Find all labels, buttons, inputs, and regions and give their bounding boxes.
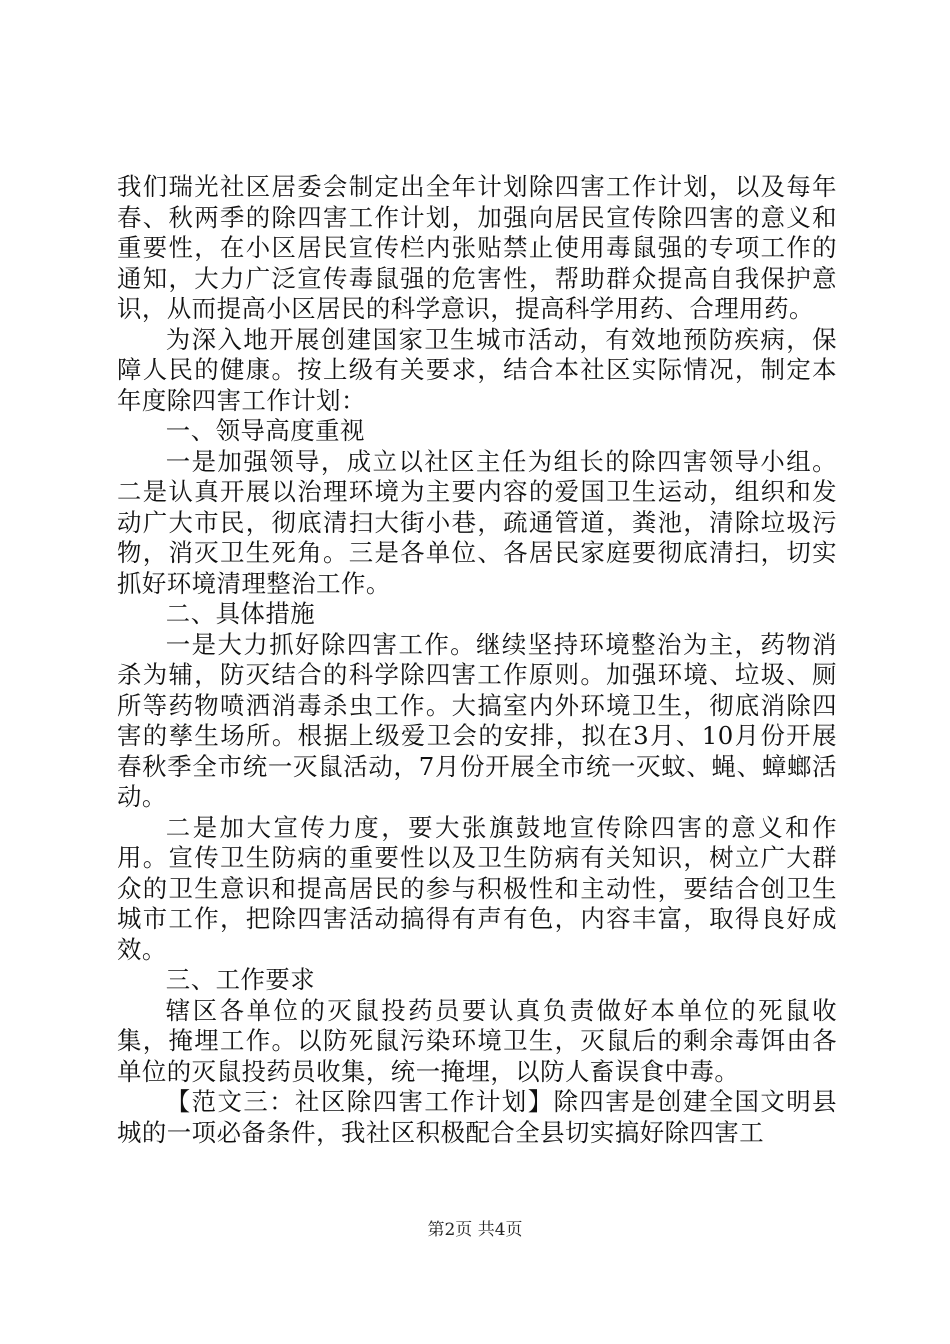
paragraph-intro: 我们瑞光社区居委会制定出全年计划除四害工作计划，以及每年春、秋两季的除四害工作计划，加强向居民宣传除四害的意义和重要性，在小区居民宣传栏内张贴禁止使用毒鼠强的专项工作的通知，大力广泛宣传毒鼠强的危害性，帮助群众提高自我保护意识，从而提高小区居民的科学意识，提高科学用药、合理用药。 [117, 172, 837, 323]
section-heading-1: 一、领导高度重视 [165, 416, 365, 445]
paragraph-sample-three: 【范文三：社区除四害工作计划】除四害是创建全国文明县城的一项必备条件，我社区积极配合全县切实搞好除四害工 [117, 1087, 837, 1147]
page-number-footer: 第2页 共4页 [427, 1220, 523, 1240]
paragraph-measures-2: 二是加大宣传力度，要大张旗鼓地宣传除四害的意义和作用。宣传卫生防病的重要性以及卫生防病有关知识，树立广大群众的卫生意识和提高居民的参与积极性和主动性，要结合创卫生城市工作，把除四害活动搞得有声有色，内容丰富，取得良好成效。 [117, 812, 837, 964]
section-heading-3: 三、工作要求 [165, 965, 316, 994]
paragraph-leadership: 一是加强领导，成立以社区主任为组长的除四害领导小组。二是认真开展以治理环境为主要内容的爱国卫生运动，组织和发动广大市民，彻底清扫大街小巷，疏通管道，粪池，清除垃圾污物，消灭卫生死角。三是各单位、各居民家庭要彻底清扫，切实抓好环境清理整治工作。 [117, 446, 837, 598]
paragraph-requirements: 辖区各单位的灭鼠投药员要认真负责做好本单位的死鼠收集，掩埋工作。以防死鼠污染环境卫生，灭鼠后的剩余毒饵由各单位的灭鼠投药员收集，统一掩埋，以防人畜误食中毒。 [117, 995, 837, 1086]
paragraph-measures-1: 一是大力抓好除四害工作。继续坚持环境整治为主，药物消杀为辅，防灭结合的科学除四害工作原则。加强环境、垃圾、厕所等药物喷洒消毒杀虫工作。大搞室内外环境卫生，彻底消除四害的孳生场所。根据上级爱卫会的安排，拟在3月、10月份开展春秋季全市统一灭鼠活动，7月份开展全市统一灭蚊、蝇、蟑螂活动。 [117, 629, 837, 811]
section-heading-2: 二、具体措施 [165, 599, 316, 628]
document-body [117, 172, 837, 1148]
paragraph-purpose: 为深入地开展创建国家卫生城市活动，有效地预防疾病，保障人民的健康。按上级有关要求，结合本社区实际情况，制定本年度除四害工作计划： [117, 324, 837, 415]
